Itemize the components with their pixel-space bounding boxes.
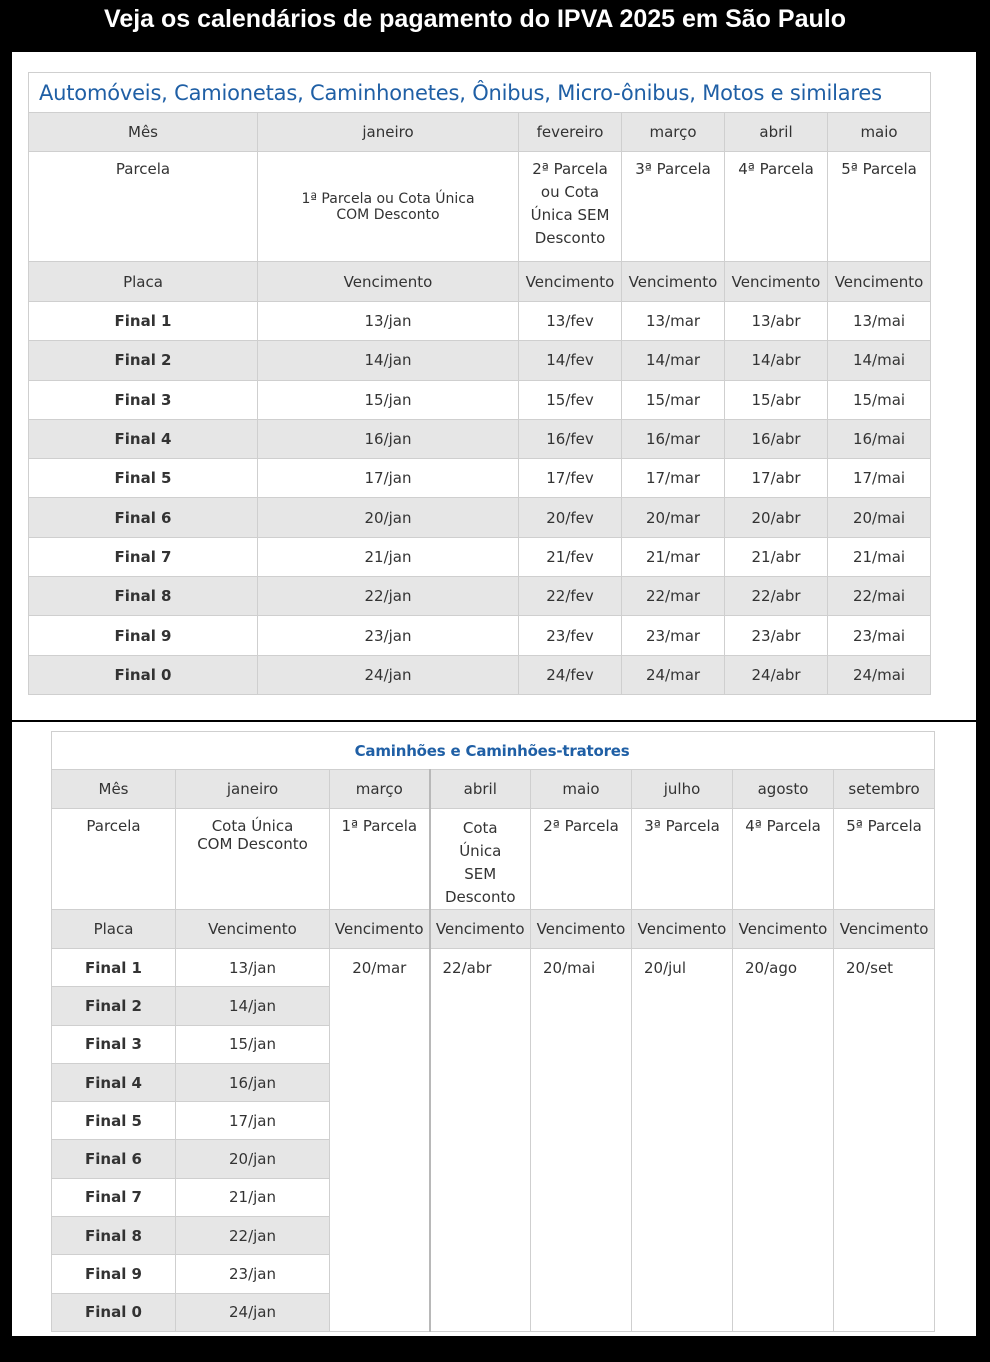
vencimento-cell: Vencimento <box>834 910 935 949</box>
vencimento-row <box>52 910 935 949</box>
month-cell: março <box>622 113 725 152</box>
date-cell: 24/jan <box>258 655 519 694</box>
month-cell: fevereiro <box>519 113 622 152</box>
parcela-cell: Cota Única COM Desconto <box>176 809 330 910</box>
month-cell: abril <box>725 113 828 152</box>
date-cell: 15/jan <box>258 380 519 419</box>
row-label: Placa <box>52 910 176 949</box>
date-cell: 22/abr <box>430 949 531 1332</box>
placa-cell: Final 6 <box>52 1140 176 1178</box>
parcela-cell: 3ª Parcela <box>632 809 733 910</box>
placa-cell: Final 0 <box>29 655 258 694</box>
table-row <box>29 498 931 537</box>
date-cell: 14/abr <box>725 341 828 380</box>
table-row <box>52 949 935 987</box>
month-cell: março <box>330 770 430 809</box>
date-cell: 17/jan <box>258 459 519 498</box>
vencimento-cell: Vencimento <box>519 262 622 302</box>
date-cell: 20/jan <box>258 498 519 537</box>
vencimento-row <box>29 262 931 302</box>
parcela-cell: 5ª Parcela <box>834 809 935 910</box>
date-cell: 22/mai <box>828 577 931 616</box>
vencimento-cell: Vencimento <box>258 262 519 302</box>
placa-cell: Final 2 <box>52 987 176 1025</box>
date-cell: 17/fev <box>519 459 622 498</box>
parcela-cell: 3ª Parcela <box>622 152 725 262</box>
date-cell: 20/set <box>834 949 935 1332</box>
placa-cell: Final 5 <box>52 1102 176 1140</box>
parcela-cell: 1ª Parcela ou Cota Única COM Desconto <box>258 152 519 262</box>
date-cell: 15/mar <box>622 380 725 419</box>
date-cell: 24/abr <box>725 655 828 694</box>
date-cell: 13/fev <box>519 302 622 341</box>
table-row <box>29 419 931 458</box>
parcela-cell: 2ª Parcela <box>531 809 632 910</box>
date-cell: 24/fev <box>519 655 622 694</box>
date-cell: 13/mai <box>828 302 931 341</box>
placa-cell: Final 3 <box>29 380 258 419</box>
table-row <box>29 302 931 341</box>
vencimento-cell: Vencimento <box>430 910 531 949</box>
date-cell: 13/jan <box>258 302 519 341</box>
parcela-cell: Cota Única SEM Desconto <box>430 809 531 910</box>
date-cell: 21/fev <box>519 537 622 576</box>
date-cell: 23/mai <box>828 616 931 655</box>
date-cell: 15/fev <box>519 380 622 419</box>
month-cell: janeiro <box>258 113 519 152</box>
month-cell: abril <box>430 770 531 809</box>
date-cell: 21/jan <box>258 537 519 576</box>
placa-cell: Final 3 <box>52 1025 176 1063</box>
parcela-cell: 5ª Parcela <box>828 152 931 262</box>
date-cell: 23/fev <box>519 616 622 655</box>
vencimento-cell: Vencimento <box>632 910 733 949</box>
date-cell: 23/jan <box>258 616 519 655</box>
placa-cell: Final 1 <box>29 302 258 341</box>
parcela-cell: 4ª Parcela <box>733 809 834 910</box>
table-row <box>29 341 931 380</box>
date-cell: 23/abr <box>725 616 828 655</box>
date-cell: 21/jan <box>176 1178 330 1216</box>
table-caption: Caminhões e Caminhões-tratores <box>52 732 935 770</box>
table-row <box>29 537 931 576</box>
month-cell: julho <box>632 770 733 809</box>
month-row <box>52 770 935 809</box>
row-label: Parcela <box>29 152 258 262</box>
vencimento-cell: Vencimento <box>330 910 430 949</box>
date-cell: 21/mai <box>828 537 931 576</box>
date-cell: 17/abr <box>725 459 828 498</box>
date-cell: 16/mar <box>622 419 725 458</box>
month-cell: maio <box>828 113 931 152</box>
parcela-row <box>29 152 931 262</box>
date-cell: 22/jan <box>258 577 519 616</box>
placa-cell: Final 9 <box>29 616 258 655</box>
placa-cell: Final 8 <box>52 1217 176 1255</box>
vencimento-cell: Vencimento <box>176 910 330 949</box>
date-cell: 16/abr <box>725 419 828 458</box>
table-row <box>29 577 931 616</box>
placa-cell: Final 8 <box>29 577 258 616</box>
placa-cell: Final 5 <box>29 459 258 498</box>
date-cell: 20/mai <box>531 949 632 1332</box>
placa-cell: Final 9 <box>52 1255 176 1293</box>
table-row <box>29 380 931 419</box>
date-cell: 20/abr <box>725 498 828 537</box>
placa-cell: Final 1 <box>52 949 176 987</box>
date-cell: 22/abr <box>725 577 828 616</box>
date-cell: 22/mar <box>622 577 725 616</box>
placa-cell: Final 4 <box>52 1063 176 1101</box>
panel-automoveis <box>12 52 976 720</box>
date-cell: 20/fev <box>519 498 622 537</box>
placa-cell: Final 2 <box>29 341 258 380</box>
month-cell: janeiro <box>176 770 330 809</box>
date-cell: 20/jan <box>176 1140 330 1178</box>
date-cell: 14/mai <box>828 341 931 380</box>
row-label: Parcela <box>52 809 176 910</box>
date-cell: 16/jan <box>258 419 519 458</box>
placa-cell: Final 7 <box>29 537 258 576</box>
date-cell: 20/mai <box>828 498 931 537</box>
date-cell: 20/mar <box>330 949 430 1332</box>
panel-caminhoes <box>12 722 976 1336</box>
month-cell: agosto <box>733 770 834 809</box>
date-cell: 14/jan <box>176 987 330 1025</box>
date-cell: 14/jan <box>258 341 519 380</box>
parcela-cell: 4ª Parcela <box>725 152 828 262</box>
date-cell: 20/jul <box>632 949 733 1332</box>
row-label: Mês <box>29 113 258 152</box>
placa-cell: Final 0 <box>52 1293 176 1331</box>
date-cell: 16/mai <box>828 419 931 458</box>
table-row <box>29 616 931 655</box>
date-cell: 17/mar <box>622 459 725 498</box>
page-title: Veja os calendários de pagamento do IPVA 2025 em São Paulo <box>104 5 846 33</box>
date-cell: 23/mar <box>622 616 725 655</box>
date-cell: 24/jan <box>176 1293 330 1331</box>
date-cell: 24/mar <box>622 655 725 694</box>
month-cell: maio <box>531 770 632 809</box>
date-cell: 24/mai <box>828 655 931 694</box>
date-cell: 16/fev <box>519 419 622 458</box>
month-cell: setembro <box>834 770 935 809</box>
date-cell: 17/jan <box>176 1102 330 1140</box>
placa-cell: Final 7 <box>52 1178 176 1216</box>
date-cell: 14/mar <box>622 341 725 380</box>
table-row <box>29 459 931 498</box>
date-cell: 14/fev <box>519 341 622 380</box>
month-row <box>29 113 931 152</box>
date-cell: 15/jan <box>176 1025 330 1063</box>
table-row <box>29 655 931 694</box>
date-cell: 22/fev <box>519 577 622 616</box>
row-label: Mês <box>52 770 176 809</box>
date-cell: 17/mai <box>828 459 931 498</box>
table-automoveis <box>28 72 931 695</box>
date-cell: 21/mar <box>622 537 725 576</box>
parcela-row <box>52 809 935 910</box>
vencimento-cell: Vencimento <box>531 910 632 949</box>
date-cell: 13/abr <box>725 302 828 341</box>
date-cell: 20/ago <box>733 949 834 1332</box>
date-cell: 16/jan <box>176 1063 330 1101</box>
parcela-cell: 1ª Parcela <box>330 809 430 910</box>
vencimento-cell: Vencimento <box>622 262 725 302</box>
vencimento-cell: Vencimento <box>725 262 828 302</box>
vencimento-cell: Vencimento <box>828 262 931 302</box>
date-cell: 13/mar <box>622 302 725 341</box>
row-label: Placa <box>29 262 258 302</box>
date-cell: 13/jan <box>176 949 330 987</box>
table-caption: Automóveis, Camionetas, Caminhonetes, Ônibus, Micro-ônibus, Motos e similares <box>29 73 931 113</box>
date-cell: 23/jan <box>176 1255 330 1293</box>
date-cell: 20/mar <box>622 498 725 537</box>
date-cell: 21/abr <box>725 537 828 576</box>
placa-cell: Final 4 <box>29 419 258 458</box>
placa-cell: Final 6 <box>29 498 258 537</box>
date-cell: 15/mai <box>828 380 931 419</box>
date-cell: 15/abr <box>725 380 828 419</box>
table-caminhoes <box>51 731 935 1332</box>
parcela-cell: 2ª Parcela ou Cota Única SEM Desconto <box>519 152 622 262</box>
date-cell: 22/jan <box>176 1217 330 1255</box>
vencimento-cell: Vencimento <box>733 910 834 949</box>
